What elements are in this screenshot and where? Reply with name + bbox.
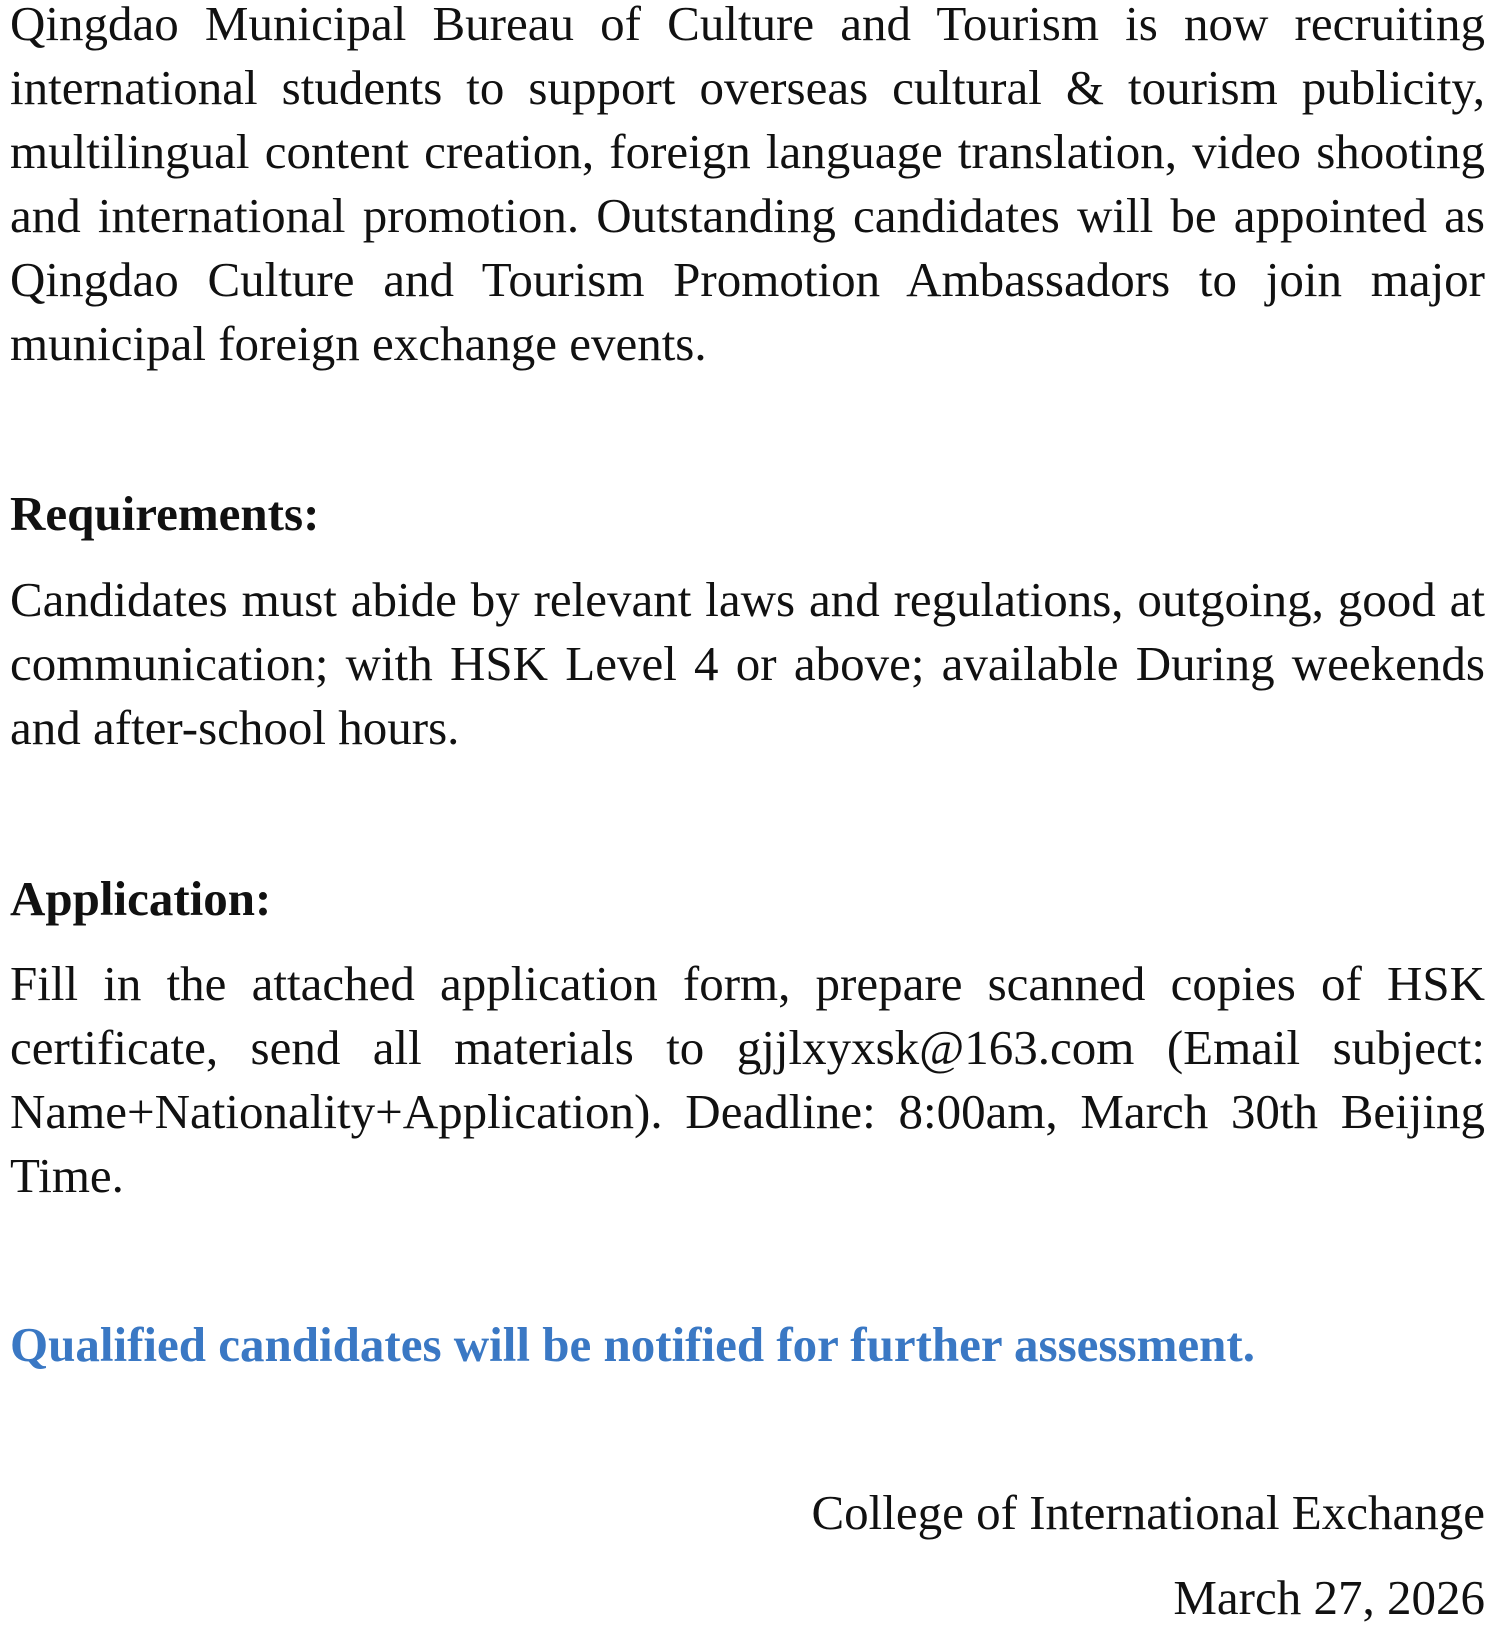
application-paragraph: Fill in the attached application form, prepare scanned copies of HSK certificate, send all materials to gjjlxyxsk@163.com (Email subject: Name+Nationality+Application). Deadline: 8:00am, March 30th Beijing Time. xyxy=(10,956,1485,1203)
qualified-notice: Qualified candidates will be notified for further assessment. xyxy=(10,1317,1255,1372)
signature-organization: College of International Exchange xyxy=(811,1485,1485,1540)
application-heading: Application: xyxy=(10,871,272,926)
requirements-heading: Requirements: xyxy=(10,486,320,541)
requirements-paragraph: Candidates must abide by relevant laws and regulations, outgoing, good at communication; with HSK Level 4 or above; available During weekends and after-school hours. xyxy=(10,572,1485,755)
intro-paragraph: Qingdao Municipal Bureau of Culture and Tourism is now recruiting international students to support overseas cultural & tourism publicity, multilingual content creation, foreign language translation, video shooting and international promotion. Outstanding candidates will be appointed as Qingdao Culture and Tourism Promotion Ambassadors to join major municipal foreign exchange events. xyxy=(10,0,1485,371)
signature-date: March 27, 2026 xyxy=(1173,1570,1485,1625)
